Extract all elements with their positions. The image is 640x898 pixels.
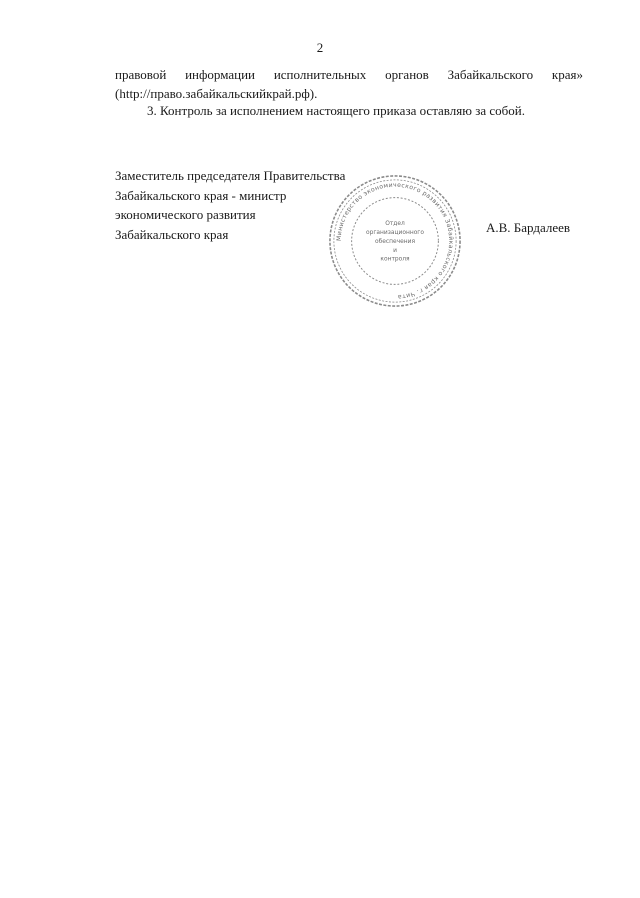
- stamp-center-line: Отдел: [385, 221, 405, 228]
- stamp-center-line: обеспечения: [374, 238, 416, 245]
- signer-position-line: экономического развития: [115, 207, 256, 222]
- stamp-center-line: организационного: [365, 230, 425, 237]
- signer-position-line: Забайкальского края - министр: [115, 187, 287, 203]
- signer-name: А.В. Бардалеев: [486, 220, 571, 235]
- stamp-center-line: контроля: [380, 256, 410, 263]
- word: органов: [385, 67, 429, 82]
- paragraph-line-link: (http://право.забайкальскийкрай.рф).: [115, 86, 318, 101]
- word: информации: [185, 67, 256, 82]
- word: Забайкальского: [447, 67, 534, 82]
- paragraph-line-justified: [115, 65, 583, 84]
- official-stamp: [326, 172, 464, 310]
- signer-position: [115, 166, 345, 244]
- word: края»: [551, 67, 583, 82]
- signer-position-line: Заместитель председателя Правительства: [115, 168, 346, 183]
- stamp-ring-textpath: Министерство экономического развития Забайкальского края г. Чита: [335, 181, 455, 301]
- stamp-center-line: и: [393, 247, 397, 254]
- paragraph-continuation: [115, 65, 583, 103]
- word: правовой: [115, 67, 167, 82]
- page-number: 2: [316, 40, 324, 55]
- signer-position-line: Забайкальского края: [115, 226, 229, 242]
- paragraph-3: 3. Контроль за исполнением настоящего приказа оставляю за собой.: [147, 103, 525, 118]
- word: исполнительных: [273, 67, 367, 82]
